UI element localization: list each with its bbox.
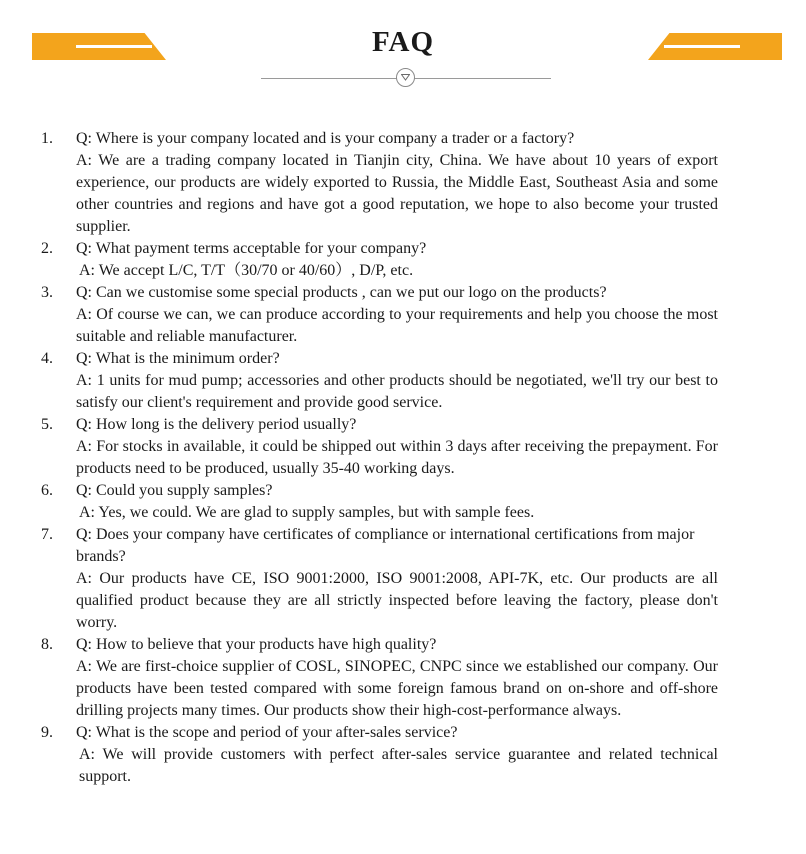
faq-number: 8.	[41, 636, 53, 653]
faq-item	[0, 722, 718, 788]
faq-number: 9.	[41, 724, 53, 741]
faq-item	[0, 128, 718, 238]
faq-number: 7.	[41, 526, 53, 543]
faq-answer: A: We accept L/C, T/T（30/70 or 40/60）, D/P, etc.	[79, 262, 414, 279]
faq-answer: A: Yes, we could. We are glad to supply samples, but with sample fees.	[79, 504, 535, 521]
chevron-down-icon	[396, 68, 415, 87]
faq-question: Q: Could you supply samples?	[76, 482, 273, 499]
faq-question: Q: Does your company have certificates of compliance or international certifications from major brands?	[76, 526, 695, 565]
faq-number: 4.	[41, 350, 53, 367]
faq-item	[0, 282, 718, 348]
faq-answer: A: We are first-choice supplier of COSL, SINOPEC, CNPC since we established our company. Our products have been tested compared with some foreign famous brand on on-shore and off-shore drilling projects many times. Our products show their high-cost-performance always.	[76, 658, 718, 719]
faq-question: Q: How long is the delivery period usually?	[76, 416, 357, 433]
faq-question: Q: Where is your company located and is your company a trader or a factory?	[76, 130, 575, 147]
faq-question: Q: What is the scope and period of your after-sales service?	[76, 724, 458, 741]
faq-question: Q: What payment terms acceptable for your company?	[76, 240, 427, 257]
faq-number: 3.	[41, 284, 53, 301]
faq-answer: A: Our products have CE, ISO 9001:2000, ISO 9001:2008, API-7K, etc. Our products are all qualified product because they are all strictly inspected before leaving the factory, please don't worry.	[76, 570, 718, 631]
faq-question: Q: How to believe that your products have high quality?	[76, 636, 437, 653]
faq-item	[0, 238, 718, 282]
page-title: FAQ	[371, 26, 435, 58]
faq-question: Q: Can we customise some special products , can we put our logo on the products?	[76, 284, 607, 301]
faq-number: 2.	[41, 240, 53, 257]
faq-answer: A: We are a trading company located in Tianjin city, China. We have about 10 years of export experience, our products are widely exported to Russia, the Middle East, Southeast Asia and some other countries and regions and have got a good reputation, we hope to also become your trusted supplier.	[76, 152, 718, 235]
faq-item	[0, 348, 718, 414]
faq-list	[0, 128, 806, 788]
faq-item	[0, 414, 718, 480]
faq-item	[0, 480, 718, 524]
faq-answer: A: Of course we can, we can produce according to your requirements and help you choose the most suitable and reliable manufacturer.	[76, 306, 718, 345]
faq-item	[0, 634, 718, 722]
faq-question: Q: What is the minimum order?	[76, 350, 280, 367]
faq-answer: A: We will provide customers with perfect after-sales service guarantee and related technical support.	[79, 746, 718, 785]
faq-answer: A: For stocks in available, it could be shipped out within 3 days after receiving the prepayment. For products need to be produced, usually 35-40 working days.	[76, 438, 718, 477]
faq-number: 1.	[41, 130, 53, 147]
faq-number: 6.	[41, 482, 53, 499]
faq-item	[0, 524, 718, 634]
faq-answer: A: 1 units for mud pump; accessories and other products should be negotiated, we'll try our best to satisfy our client's requirement and provide good service.	[76, 372, 718, 411]
faq-number: 5.	[41, 416, 53, 433]
